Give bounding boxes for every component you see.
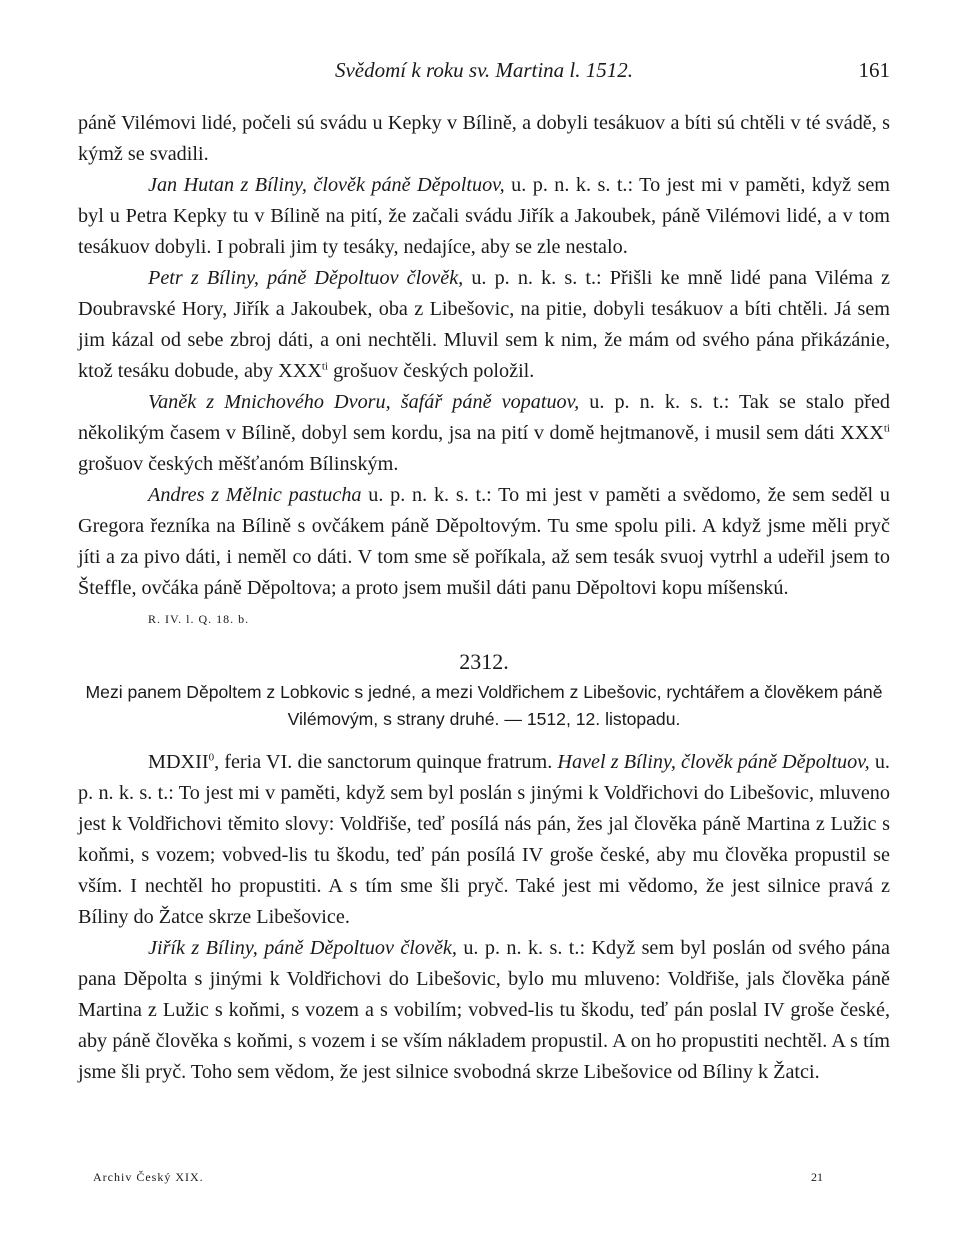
- testimony-text: grošuov českých položil.: [328, 360, 535, 382]
- testimony-text: u. p. n. k. s. t.: Když sem byl poslán od svého pána pana Děpolta s jinými k Voldřichovi do Libešovic, bylo mu mluveno: Voldřiše, jals člověka páně Martina z Lužic s koňmi, s vozem a s vobilím; vobved-lis tu škodu, teď pán poslal IV groše české, aby páně člověka s koňmi, s vozem i se vším nákladem propustil. A on ho propustiti nechtěl. A s tím jsme šli pryč. Toho sem vědom, že jest silnice svobodná skrze Libešovice od Bíliny k Žatci.: [78, 937, 890, 1083]
- testimony-text: , feria VI. die sanctorum quinque fratrum.: [214, 751, 558, 773]
- testimony-text: u. p. n. k. s. t.: To jest mi v paměti, když sem byl u Petra Kepky tu v Bílině na pití, že začali svádu Jiřík a Jakoubek, páně Vilémovi lidé, a v tom tesákuov dobyli. I pobrali jim ty tesáky, nedajíce, aby se zle nestalo.: [78, 174, 891, 258]
- paragraph-vanek: [78, 387, 890, 480]
- paragraph-andres: [78, 480, 890, 604]
- page-header: [78, 58, 890, 90]
- witness-name: Petr z Bíliny, páně Děpoltuov člověk,: [148, 267, 464, 289]
- testimony-text: u. p. n. k. s. t.: To mi jest v paměti a svědomo, že sem seděl u Gregora řezníka na Bílině s ovčákem páně Děpoltovým. Tu sme spolu pili. A když jsme měli pryč jíti a za pivo dáti, i neměl co dáti. V tom sme sě poříkala, až sem tesák svuoj vytrhl a udeřil jsem to Šteffle, ovčáka páně Děpoltova; a proto jsem mušil dáti panu Děpoltovi kopu míšenskú.: [78, 484, 890, 599]
- superscript: ti: [321, 360, 329, 373]
- footer-sheet-number: 21: [811, 1170, 823, 1184]
- witness-name: Vaněk z Mnichového Dvoru, šafář páně vopatuov,: [148, 391, 580, 413]
- page-number: 161: [858, 58, 890, 82]
- archival-signature: R. IV. l. Q. 18. b.: [148, 612, 250, 626]
- superscript: ti: [883, 422, 890, 435]
- superscript: 0: [208, 751, 215, 764]
- witness-name: Havel z Bíliny, člověk páně Děpoltuov,: [557, 751, 870, 773]
- paragraph-petr: [78, 263, 890, 387]
- document-number: 2312.: [459, 649, 509, 674]
- testimony-group-2: [78, 747, 890, 1088]
- testimony-text: MDXII: [148, 751, 209, 773]
- testimony-text: páně Vilémovi lidé, počeli sú svádu u Kepky v Bílině, a dobyli tesákuov a bíti sú chtěli v té svádě, s kýmž se svadili.: [78, 112, 890, 165]
- document-regest: Mezi panem Děpoltem z Lobkovic s jedné, a mezi Voldřichem z Libešovic, rychtářem a člověkem páně Vilémovým, s strany druhé. — 1512, 12. listopadu.: [85, 682, 883, 729]
- testimony-text: grošuov českých měšťanóm Bílinským.: [78, 453, 399, 475]
- witness-name: Jiřík z Bíliny, páně Děpoltuov člověk,: [148, 937, 457, 959]
- testimony-text: u. p. n. k. s. t.: To jest mi v paměti, když sem byl poslán s jinými k Voldřichovi do Libešovic, mluveno jest k Voldřichovi těmito slovy: Voldřiše, teď posílá nás pán, žes jal člověka páně Martina z Lužic s koňmi, s vozem; vobved-lis tu škodu, teď pán posílá IV groše české, aby mu člověka propustil se vším. I nechtěl ho propustiti. A s tím sme šli pryč. Také jest mi vědomo, že jest silnice pravá z Bíliny do Žatce skrze Libešovice.: [78, 751, 890, 928]
- witness-name: Jan Hutan z Bíliny, člověk páně Děpoltuov,: [148, 174, 505, 196]
- footer-source: Archiv Český XIX.: [93, 1170, 204, 1184]
- testimony-text: u. p. n. k. s. t.: Tak se stalo před několikým časem v Bílině, dobyl sem kordu, jsa na pití v domě hejtmanově, i musil sem dáti XXX: [78, 391, 890, 444]
- paragraph-jirik: [78, 933, 890, 1088]
- page-footer: [93, 1170, 823, 1190]
- paragraph-continuation: [78, 108, 890, 170]
- page-body: [78, 108, 890, 1088]
- paragraph-mdxii: [78, 747, 890, 933]
- witness-name: Andres z Mělnic pastucha: [148, 484, 362, 506]
- testimony-group-1: [78, 108, 890, 604]
- testimony-text: u. p. n. k. s. t.: Přišli ke mně lidé pana Viléma z Doubravské Hory, Jiřík a Jakoubek, oba z Libešovic, na pitie, dobyli tesákuov a bíti chtěli. Já sem jim kázal od sebe zbroj dáti, a oni nechtěli. Mluvil sem k nim, že mám od svého pána přikázánie, ktož tesáku dobude, aby XXX: [78, 267, 890, 382]
- running-head: Svědomí k roku sv. Martina l. 1512.: [334, 58, 634, 82]
- paragraph-jan-hutan: [78, 170, 890, 263]
